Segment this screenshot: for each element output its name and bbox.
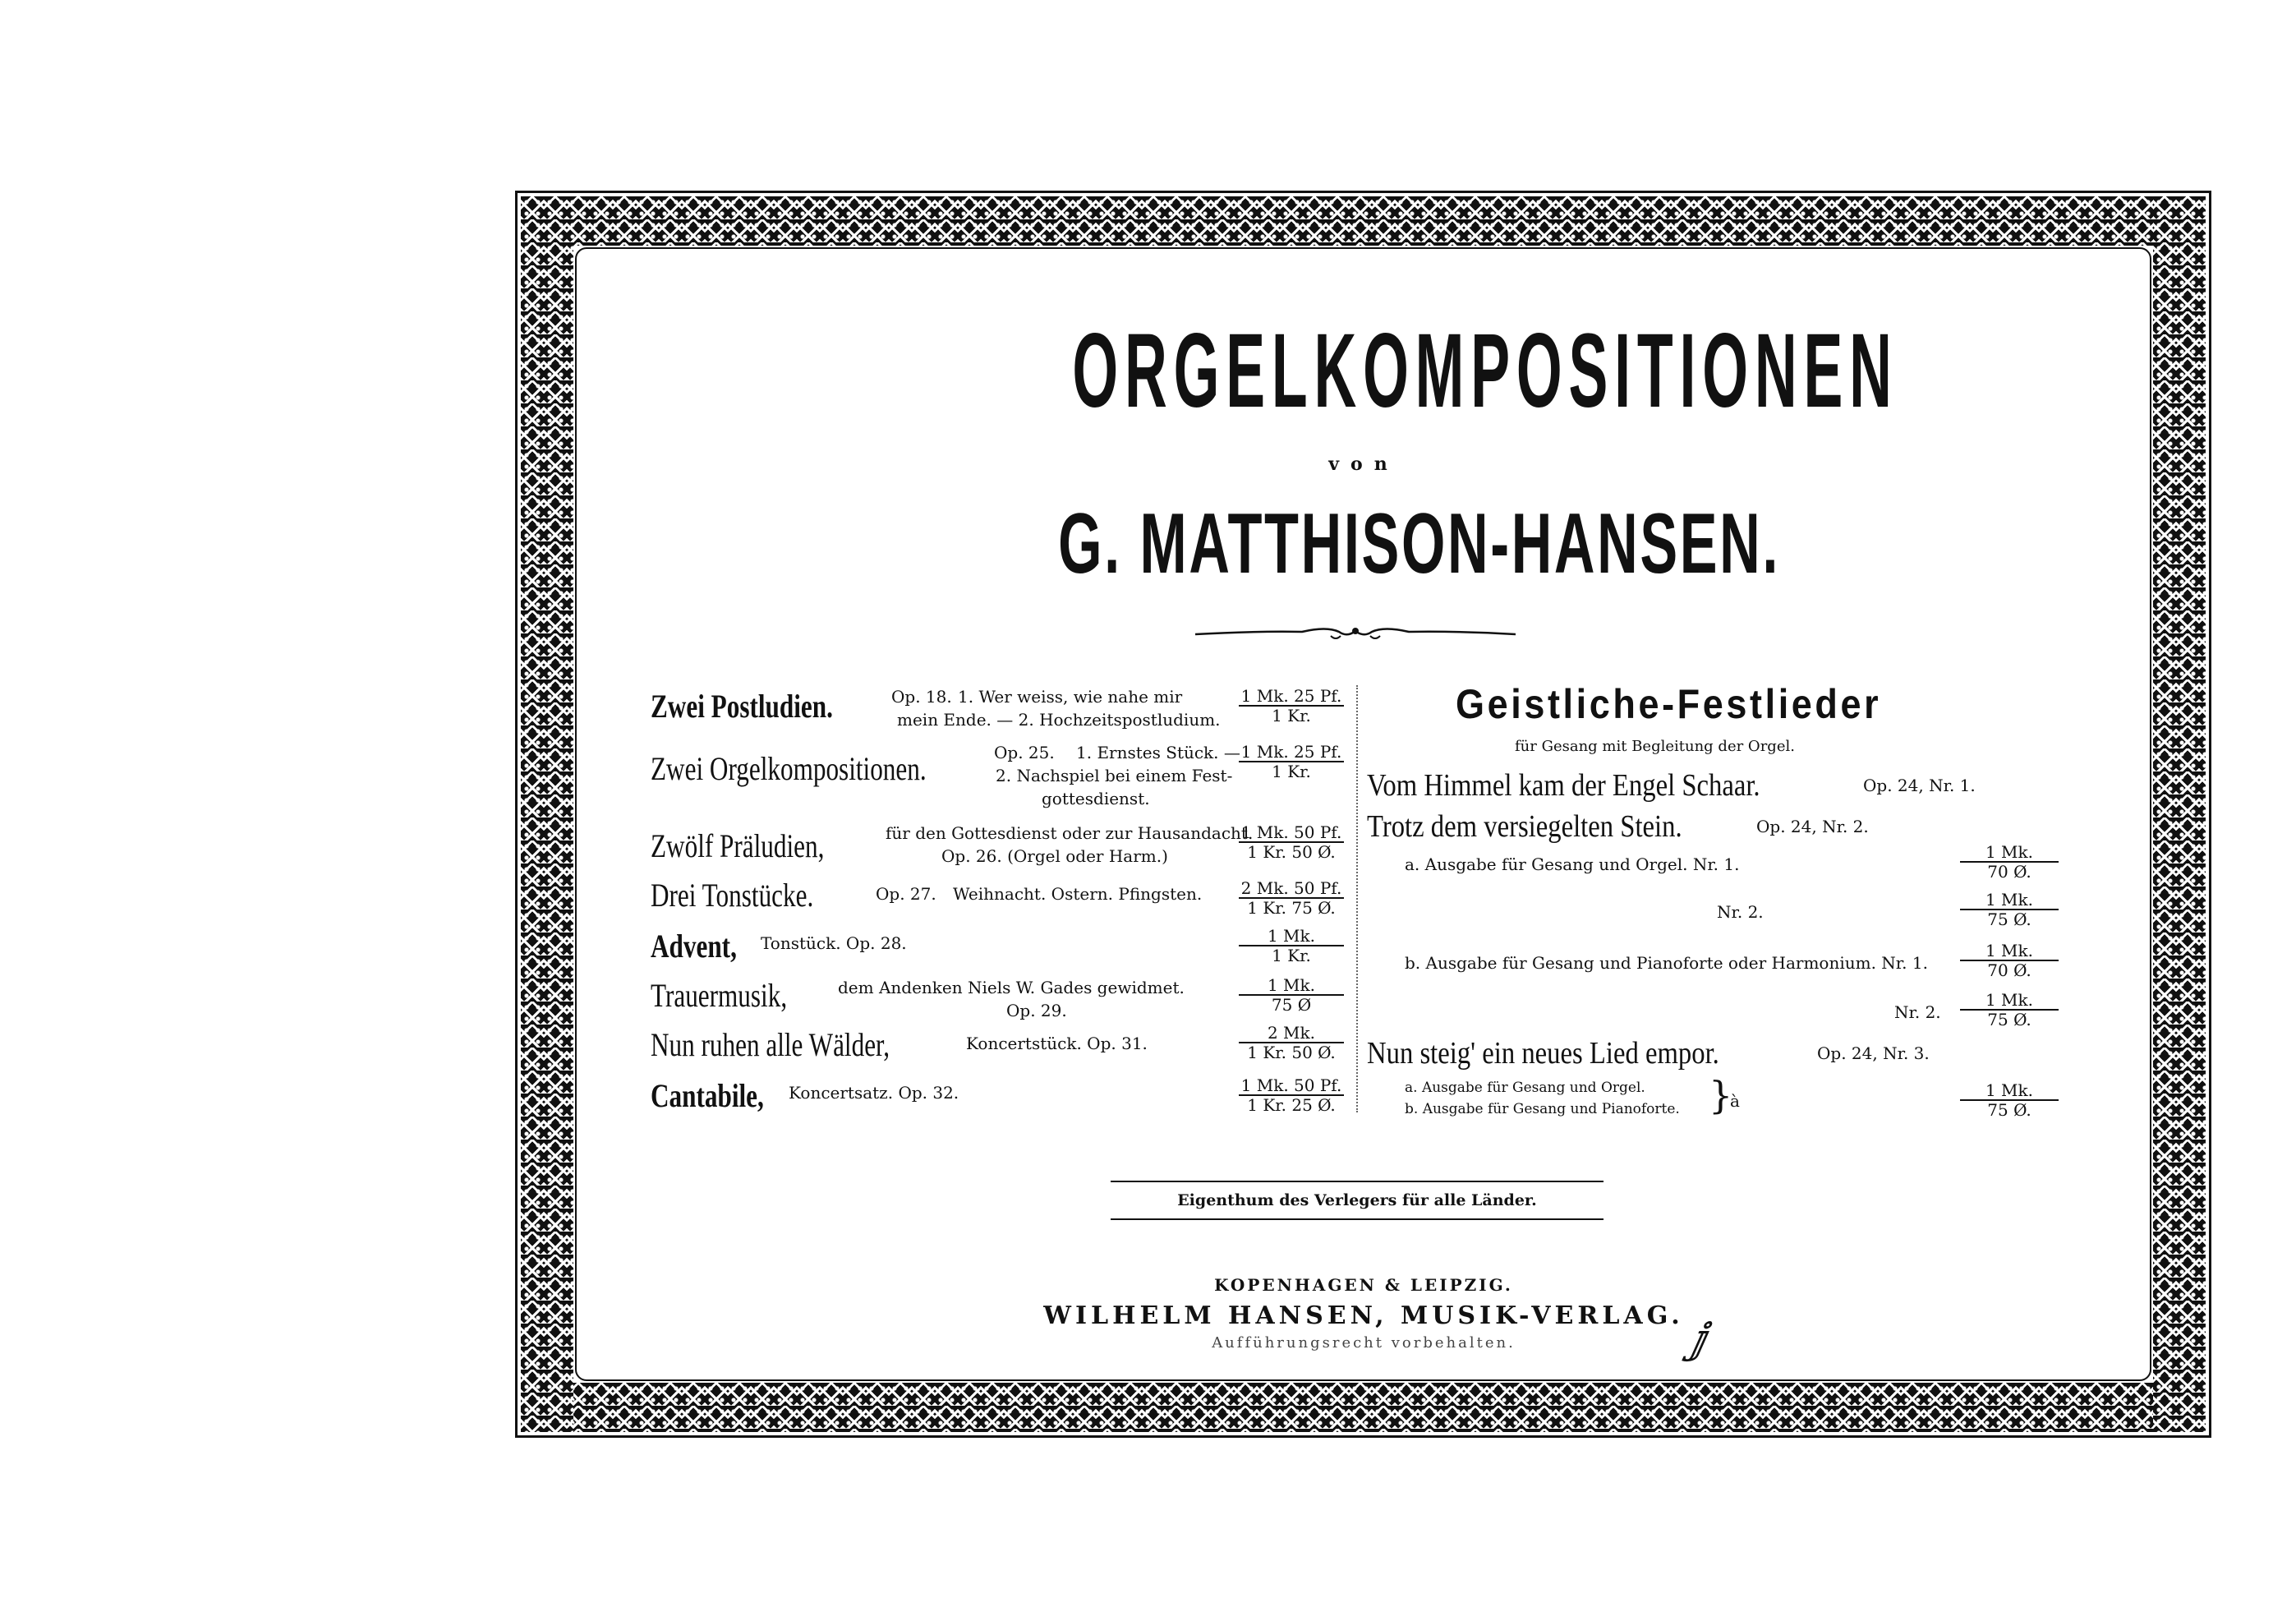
work-title: Trauermusik, (651, 977, 788, 1014)
work-description: 1. Wer weiss, wie nahe mir (958, 687, 1183, 707)
work-price (1239, 743, 1344, 781)
border-ornament-bottom (521, 1383, 2206, 1432)
price-mark: 1 Mk. 25 Pf. (1239, 743, 1344, 762)
edition-price (1960, 942, 2059, 979)
price-krone: 1 Kr. 50 Ø. (1247, 1043, 1336, 1062)
song-title: Trotz dem versiegelten Stein. (1367, 809, 1682, 844)
edition-line: b. Ausgabe für Gesang und Pianoforte oder Harmonium. Nr. 1. (1405, 953, 1928, 973)
property-notice: Eigenthum des Verlegers für alle Länder. (1111, 1181, 1604, 1220)
work-title: Drei Tonstücke. (651, 877, 814, 914)
work-description: mein Ende. — 2. Hochzeitspostludium. (897, 710, 1221, 730)
song-opus: Op. 24, Nr. 2. (1756, 817, 1869, 836)
price-mark: 1 Mk. (1239, 976, 1344, 996)
work-description: Tonstück. Op. 28. (761, 933, 907, 953)
each-label: à (1730, 1091, 1740, 1111)
column-divider (1356, 685, 1358, 1112)
rights-notice: Aufführungsrecht vorbehalten. (1212, 1334, 1516, 1352)
work-price (1239, 823, 1344, 861)
song-opus: Op. 24, Nr. 3. (1817, 1043, 1930, 1063)
price-ore: 75 Ø. (1987, 910, 2031, 929)
edition-line: b. Ausgabe für Gesang und Pianoforte. (1405, 1101, 1680, 1117)
price-mark: 1 Mk. (1960, 843, 2059, 863)
work-description: Koncertstück. Op. 31. (966, 1034, 1148, 1053)
work-price (1239, 879, 1344, 917)
work-description: gottesdienst. (1042, 789, 1150, 808)
edition-price (1960, 891, 2059, 928)
edition-price (1960, 991, 2059, 1029)
edition-price (1960, 1081, 2059, 1119)
work-description: Koncertsatz. Op. 32. (789, 1083, 959, 1103)
price-krone: 1 Kr. (1272, 762, 1311, 781)
work-title: Nun ruhen alle Wälder, (651, 1026, 890, 1063)
price-ore: 75 Ø. (1987, 1100, 2031, 1120)
work-price (1239, 1024, 1344, 1061)
work-description: Weihnacht. Ostern. Pfingsten. (953, 884, 1203, 904)
price-mark: 2 Mk. (1239, 1024, 1344, 1043)
work-opus: Op. 27. (876, 884, 936, 904)
price-krone: 75 Ø (1271, 995, 1312, 1015)
song-title: Vom Himmel kam der Engel Schaar. (1367, 768, 1760, 803)
work-price (1239, 927, 1344, 965)
border-ornament-right (2153, 196, 2206, 1432)
price-mark: 1 Mk. 50 Pf. (1239, 1076, 1344, 1096)
section-subheading: für Gesang mit Begleitung der Orgel. (1515, 738, 1795, 755)
brace-glyph: } (1709, 1073, 1733, 1117)
work-price (1239, 1076, 1344, 1114)
price-krone: 1 Kr. 25 Ø. (1247, 1095, 1336, 1115)
handwritten-mark: ⅉ (1691, 1315, 1706, 1362)
price-mark: 1 Mk. (1960, 991, 2059, 1011)
price-mark: 1 Mk. 25 Pf. (1239, 687, 1344, 707)
work-description: Op. 29. (1006, 1001, 1067, 1020)
work-description: 1. Ernstes Stück. — (1076, 743, 1240, 762)
edition-line: Nr. 2. (1894, 1002, 1941, 1022)
flourish-ornament (1195, 621, 1516, 646)
work-description: 2. Nachspiel bei einem Fest- (996, 766, 1233, 785)
price-krone: 1 Kr. (1272, 946, 1311, 965)
price-mark: 1 Mk. 50 Pf. (1239, 823, 1344, 843)
work-price (1239, 687, 1344, 725)
edition-price (1960, 843, 2059, 881)
work-title: Zwei Postludien. (651, 688, 833, 725)
composer-name: G. MATTHISON-HANSEN. (1058, 496, 1781, 592)
song-opus: Op. 24, Nr. 1. (1863, 776, 1976, 795)
price-krone: 1 Kr. (1272, 706, 1311, 725)
price-mark: 1 Mk. (1960, 942, 2059, 961)
work-description: Op. 26. (Orgel oder Harm.) (941, 846, 1168, 866)
work-title: Zwölf Präludien, (651, 827, 825, 864)
work-opus: Op. 25. (994, 743, 1055, 762)
work-description: dem Andenken Niels W. Gades gewidmet. (838, 978, 1185, 997)
edition-line: a. Ausgabe für Gesang und Orgel. (1405, 1080, 1645, 1096)
work-opus: Op. 18. (891, 687, 952, 707)
price-ore: 70 Ø. (1987, 960, 2031, 980)
border-ornament-left (521, 196, 573, 1432)
edition-line: a. Ausgabe für Gesang und Orgel. Nr. 1. (1405, 854, 1740, 874)
work-title: Cantabile, (651, 1077, 764, 1114)
price-ore: 75 Ø. (1987, 1010, 2031, 1029)
section-heading: Geistliche-Festlieder (1456, 681, 1882, 727)
publisher-city: KOPENHAGEN & LEIPZIG. (1214, 1275, 1513, 1295)
price-krone: 1 Kr. 50 Ø. (1247, 842, 1336, 862)
von-label: von (1328, 454, 1399, 475)
song-title: Nun steig' ein neues Lied empor. (1367, 1036, 1719, 1071)
price-mark: 2 Mk. 50 Pf. (1239, 879, 1344, 899)
page-title: ORGELKOMPOSITIONEN (1072, 312, 1898, 430)
border-ornament-top (521, 196, 2206, 246)
work-description: für den Gottesdienst oder zur Hausandacht. (886, 823, 1254, 843)
work-price (1239, 976, 1344, 1014)
price-ore: 70 Ø. (1987, 862, 2031, 882)
price-mark: 1 Mk. (1960, 1081, 2059, 1101)
work-title: Advent, (651, 928, 737, 965)
publisher-name: WILHELM HANSEN, MUSIK-VERLAG. (1043, 1301, 1684, 1330)
edition-line: Nr. 2. (1717, 902, 1764, 922)
price-krone: 1 Kr. 75 Ø. (1247, 898, 1336, 918)
price-mark: 1 Mk. (1960, 891, 2059, 910)
price-mark: 1 Mk. (1239, 927, 1344, 946)
work-title: Zwei Orgelkompositionen. (651, 750, 927, 787)
